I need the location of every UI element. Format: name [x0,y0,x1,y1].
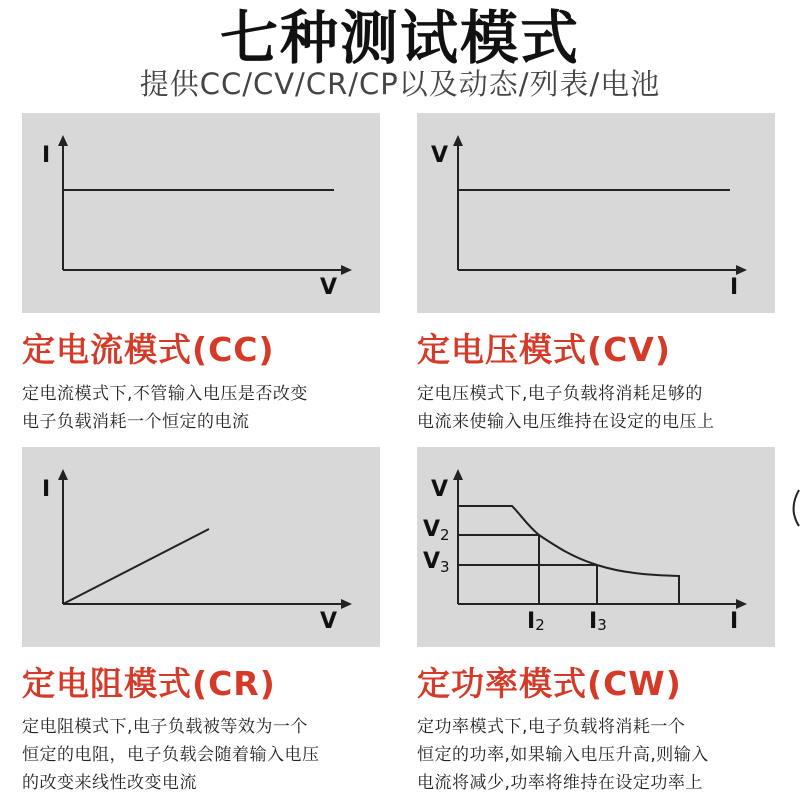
cv-y-arrow [453,135,463,146]
cw-v3-label: V3 [423,549,450,576]
cr-graph [22,447,380,647]
cv-x-arrow [736,265,747,275]
cv-y-label: V [431,143,449,168]
cr-linear-line [63,529,209,604]
cw-constant-power-curve [458,506,679,604]
cc-desc-line: 电子负载消耗一个恒定的电流 [22,412,250,432]
cc-x-arrow [341,265,352,275]
cc-mode-title: 定电流模式(CC) [22,330,275,369]
cw-desc-line: 恒定的功率,如果输入电压升高,则输入 [417,745,709,765]
cr-y-label: I [42,477,51,502]
cw-i2-label: I2 [527,609,545,634]
cr-desc-line: 定电阻模式下,电子负载被等效为一个 [22,717,308,737]
cw-description [417,713,795,797]
page-title: 七种测试模式 [219,4,580,72]
cr-graph-panel [22,447,380,647]
cw-y-arrow [453,469,463,480]
cc-graph-panel [22,113,380,313]
cc-y-label: I [42,143,51,168]
cr-description [22,713,387,797]
cr-y-arrow [58,469,68,480]
cr-desc-line: 恒定的电阻，电子负载会随着输入电压 [22,745,320,765]
cw-graph-panel [417,447,775,647]
cr-mode-title: 定电阻模式(CR) [22,664,276,703]
cw-x-arrow [736,599,747,609]
cc-x-label: V [320,275,338,300]
cw-y-label: V [431,477,449,502]
edge-decoration [790,488,800,528]
cc-y-arrow [58,135,68,146]
cv-x-label: I [730,275,739,300]
cc-description [22,380,387,436]
page-subtitle: 提供CC/CV/CR/CP以及动态/列表/电池 [139,67,661,101]
cc-graph [22,113,380,313]
cw-desc-line: 定功率模式下,电子负载将消耗一个 [417,717,686,737]
cw-x-label: I [730,609,739,634]
cv-graph [417,113,775,313]
cr-x-label: V [320,609,338,634]
cw-v2-label: V2 [423,517,450,544]
cw-desc-line: 电流将减少,功率将维持在设定功率上 [417,773,703,793]
cw-mode-title: 定功率模式(CW) [417,664,682,703]
cv-desc-line: 定电压模式下,电子负载将消耗足够的 [417,384,703,404]
cv-mode-title: 定电压模式(CV) [417,330,671,369]
cw-graph [417,447,775,647]
cr-desc-line: 的改变来线性改变电流 [22,773,197,793]
cw-i3-label: I3 [589,609,607,634]
cv-description [417,380,792,436]
cc-desc-line: 定电流模式下,不管输入电压是否改变 [22,384,308,404]
cr-x-arrow [341,599,352,609]
cv-graph-panel [417,113,775,313]
cv-desc-line: 电流来使输入电压维持在设定的电压上 [417,412,715,432]
